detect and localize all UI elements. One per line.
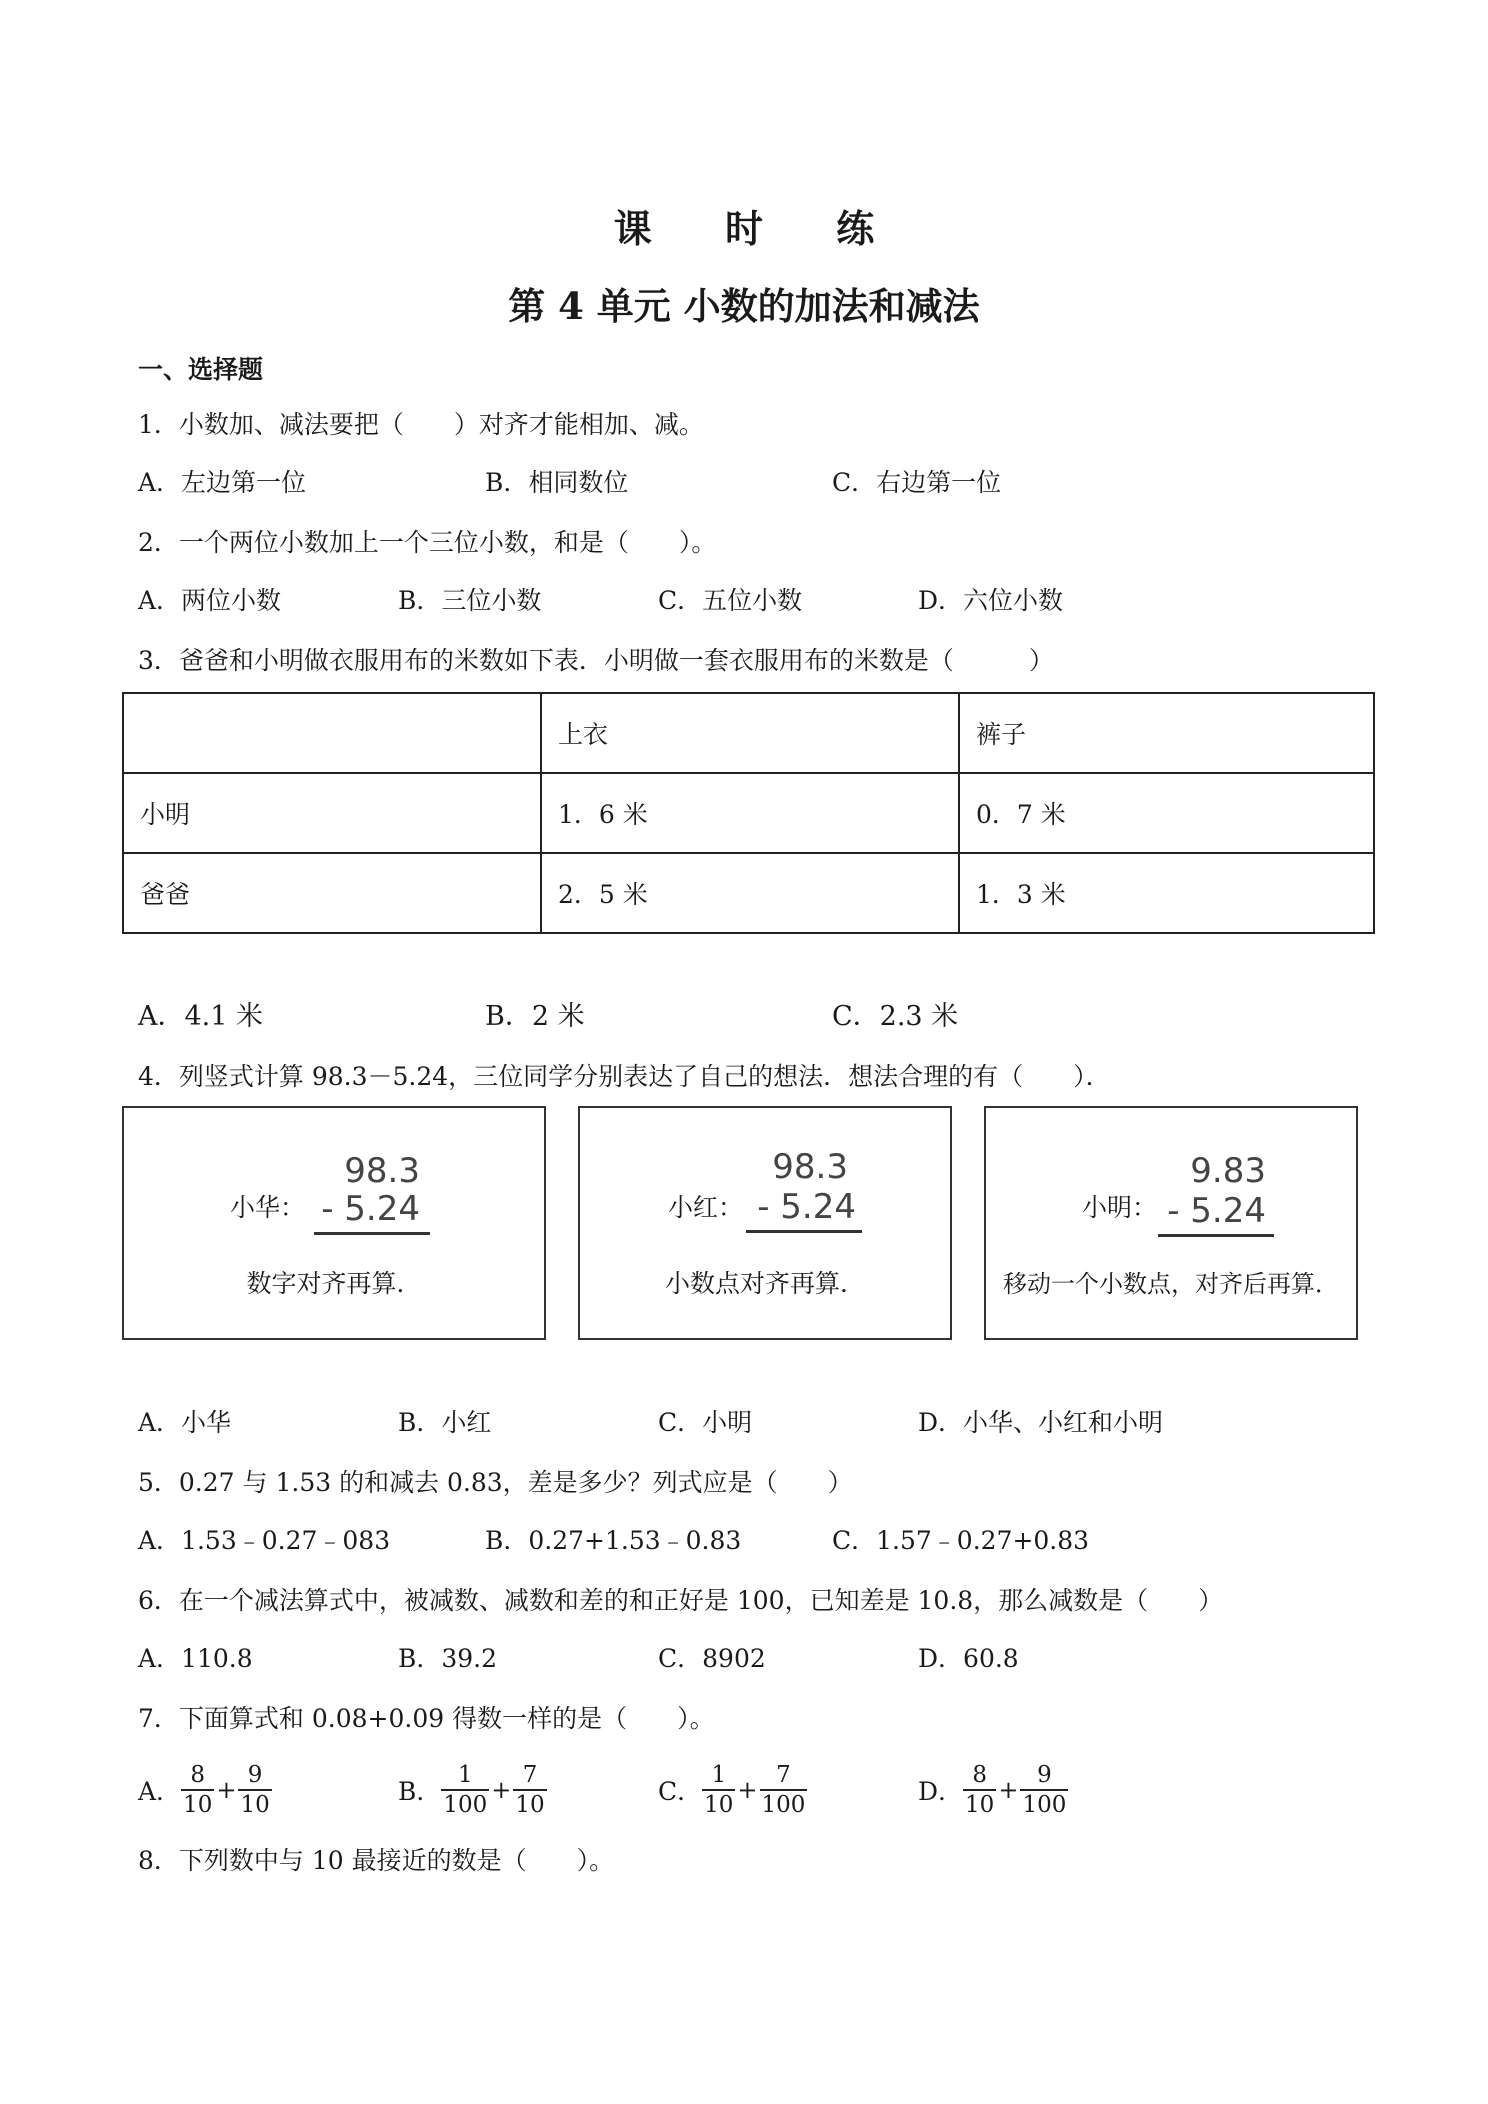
calc-underline [314,1232,430,1235]
q5-option-a: A．1.53﹣0.27﹣083 [138,1526,391,1555]
denominator: 100 [1022,1792,1067,1818]
plus-sign: + [216,1776,237,1804]
student-name: 小红： [668,1193,744,1222]
q1-option-c: C．右边第一位 [832,468,1002,497]
question-2: 2．一个两位小数加上一个三位小数，和是（ ）。 [138,528,717,557]
q2-option-d: D．六位小数 [918,586,1064,615]
denominator: 100 [443,1792,488,1818]
table-cell: 裤子 [959,693,1374,773]
table-cell: 爸爸 [123,853,541,933]
numerator: 1 [441,1761,489,1791]
fraction [513,1761,546,1819]
q7-option-c [658,1760,807,1820]
denominator: 10 [704,1792,734,1818]
numerator: 8 [963,1761,996,1791]
calc-bottom-number: - 5.24 [1167,1191,1266,1231]
student-box-xiaohua [122,1106,546,1340]
box-caption: 数字对齐再算． [246,1269,422,1298]
numerator: 9 [238,1761,271,1791]
calc-bottom-number: - 5.24 [321,1189,420,1229]
table-header-row [123,693,1374,773]
table-cell: 0．7 米 [959,773,1374,853]
denominator: 10 [240,1792,270,1818]
student-box-xiaohong [578,1106,952,1340]
q2-option-c: C．五位小数 [658,586,803,615]
fraction [441,1761,489,1819]
q3-option-c: C．2.3 米 [832,1001,959,1032]
table-cell: 2．5 米 [541,853,959,933]
cloth-usage-table [122,692,1375,934]
student-name: 小明： [1082,1193,1158,1222]
q4-option-a: A．小华 [138,1408,232,1437]
q5-option-c: C．1.57﹣0.27+0.83 [832,1526,1090,1555]
q4-option-d: D．小华、小红和小明 [918,1408,1164,1437]
numerator: 7 [513,1761,546,1791]
numerator: 7 [760,1761,808,1791]
question-1: 1．小数加、减法要把（ ）对齐才能相加、减。 [138,410,704,439]
question-7: 7．下面算式和 0.08+0.09 得数一样的是（ ）。 [138,1704,715,1733]
page-title: 课 时 练 [613,206,905,251]
student-name: 小华： [230,1193,306,1222]
denominator: 10 [515,1792,545,1818]
question-4: 4．列竖式计算 98.3－5.24，三位同学分别表达了自己的想法．想法合理的有（ ）． [138,1062,1111,1091]
box-caption: 移动一个小数点，对齐后再算． [1003,1270,1339,1298]
fraction [238,1761,271,1819]
q3-option-b: B．2 米 [485,1001,585,1032]
denominator: 10 [965,1792,995,1818]
table-cell: 1．6 米 [541,773,959,853]
box-caption: 小数点对齐再算． [664,1269,865,1298]
question-8: 8．下列数中与 10 最接近的数是（ ）。 [138,1846,615,1875]
table-cell: 小明 [123,773,541,853]
plus-sign: + [737,1776,758,1804]
question-5: 5．0.27 与 1.53 的和减去 0.83，差是多少？列式应是（ ） [138,1468,853,1497]
numerator: 1 [702,1761,735,1791]
q4-option-c: C．小明 [658,1408,753,1437]
student-box-xiaoming [984,1106,1358,1340]
denominator: 100 [761,1792,806,1818]
q1-option-a: A．左边第一位 [138,468,307,497]
q6-option-d: D．60.8 [918,1644,1019,1673]
question-3: 3．爸爸和小明做衣服用布的米数如下表．小明做一套衣服用布的米数是（ ） [138,646,1054,675]
table-cell [123,693,541,773]
question-6: 6．在一个减法算式中，被减数、减数和差的和正好是 100，已知差是 10.8，那么减数是（ ） [138,1586,1224,1615]
option-label: B． [398,1777,442,1806]
denominator: 10 [183,1792,213,1818]
option-label: A． [138,1777,182,1806]
q5-option-b: B．0.27+1.53﹣0.83 [485,1526,742,1555]
q7-option-a [138,1760,272,1820]
calc-top-number: 9.83 [1190,1151,1266,1191]
calc-top-number: 98.3 [344,1151,420,1191]
table-row [123,853,1374,933]
page-subtitle: 第 4 单元 小数的加法和减法 [508,284,980,328]
section-heading: 一、选择题 [138,355,264,384]
calc-underline [1158,1234,1274,1237]
fraction [181,1761,214,1819]
calc-top-number: 98.3 [772,1147,848,1187]
fraction [1020,1761,1068,1819]
q7-option-b [398,1760,547,1820]
fraction [760,1761,808,1819]
q6-option-b: B．39.2 [398,1644,498,1673]
q4-option-b: B．小红 [398,1408,492,1437]
q1-option-b: B．相同数位 [485,468,629,497]
numerator: 9 [1020,1761,1068,1791]
q6-option-a: A．110.8 [138,1644,253,1673]
fraction [702,1761,735,1819]
calc-bottom-number: - 5.24 [757,1187,856,1227]
q3-option-a: A．4.1 米 [138,1001,264,1032]
table-row [123,773,1374,853]
table-cell: 1．3 米 [959,853,1374,933]
q7-option-d [918,1760,1068,1820]
q6-option-c: C．8902 [658,1644,766,1673]
q2-option-b: B．三位小数 [398,586,542,615]
numerator: 8 [181,1761,214,1791]
option-label: C． [658,1777,703,1806]
calc-underline [746,1230,862,1233]
fraction [963,1761,996,1819]
plus-sign: + [491,1776,512,1804]
q2-option-a: A．两位小数 [138,586,282,615]
option-label: D． [918,1777,964,1806]
plus-sign: + [998,1776,1019,1804]
table-cell: 上衣 [541,693,959,773]
